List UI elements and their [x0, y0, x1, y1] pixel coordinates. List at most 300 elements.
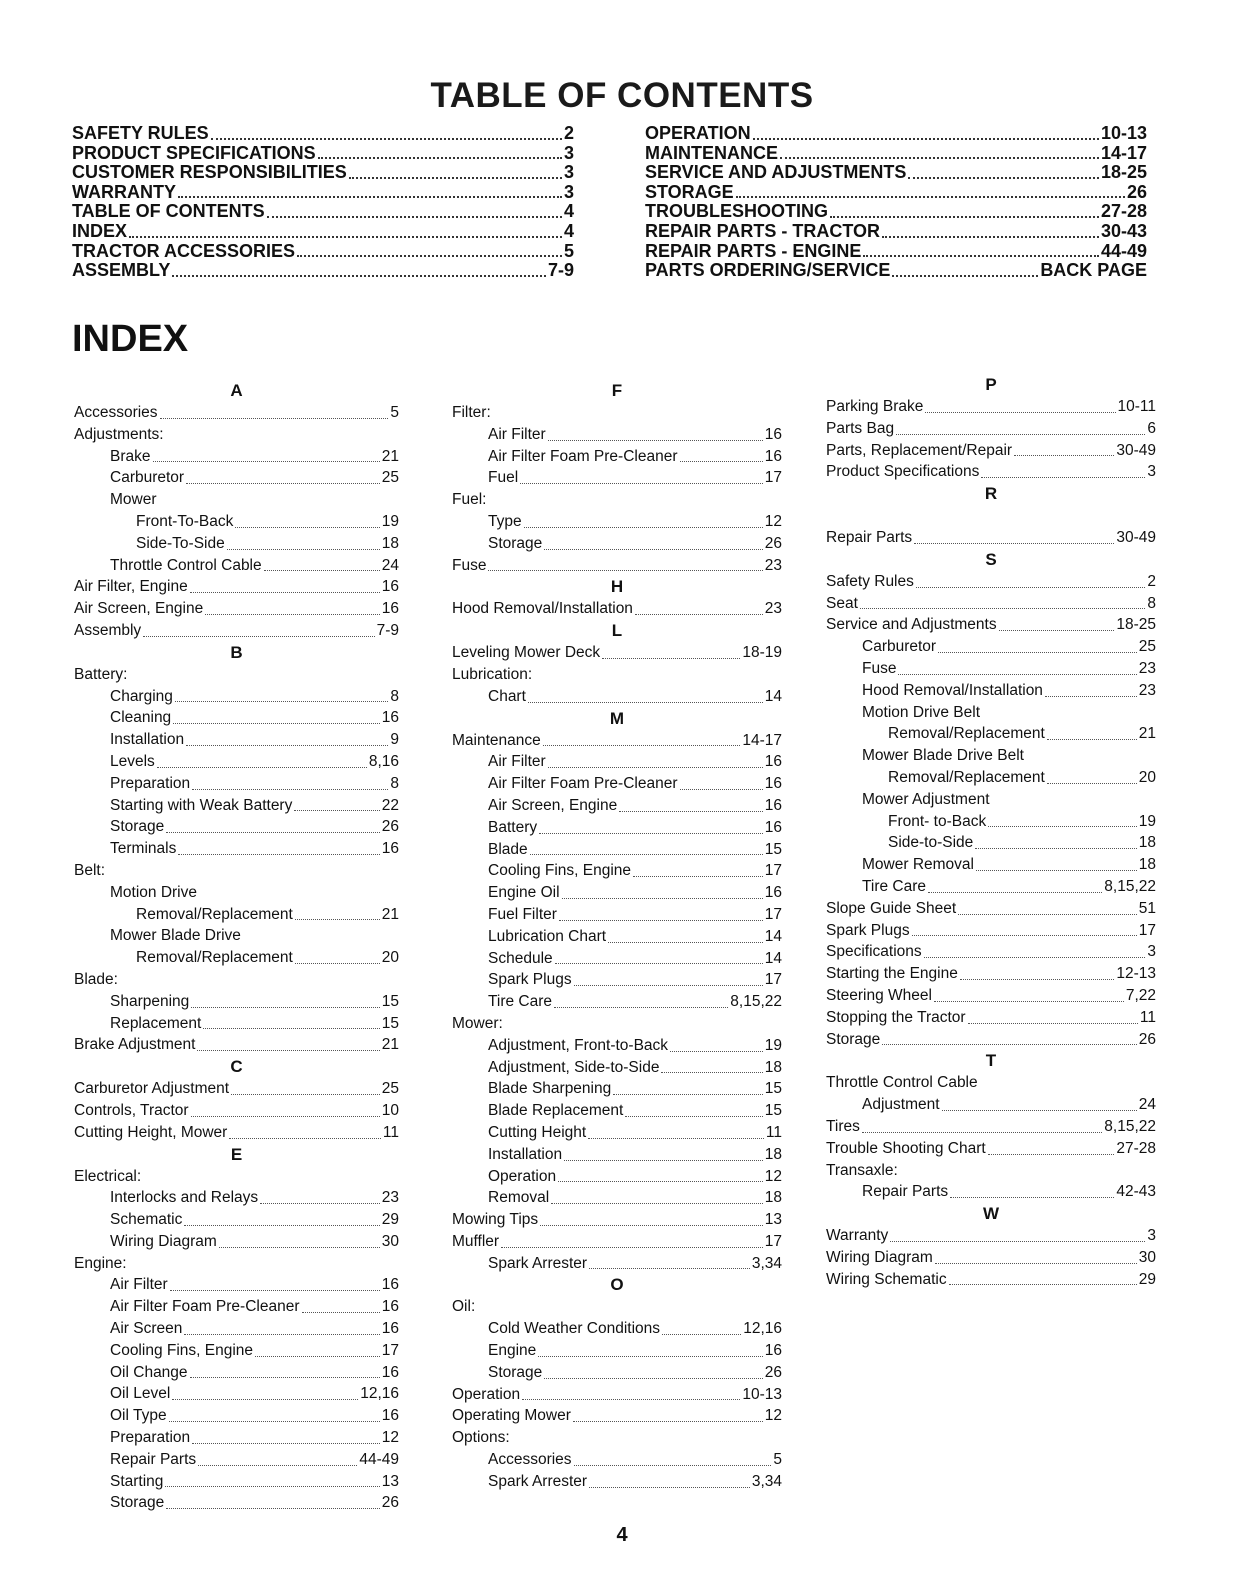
leader-dots [860, 608, 1145, 609]
index-entry-page: 26 [1138, 1030, 1156, 1048]
index-entry [826, 702, 1156, 724]
index-entry-label: Removal/Replacement [888, 725, 1045, 743]
index-entry [826, 1116, 1156, 1138]
leader-dots [530, 854, 763, 855]
index-entry-label: Trouble Shooting Chart [826, 1139, 986, 1157]
index-entry [826, 832, 1156, 854]
index-entry-page: 29 [381, 1211, 399, 1229]
index-entry-label: Fuel: [452, 491, 487, 509]
index-entry-label: Interlocks and Relays [110, 1189, 259, 1207]
leader-dots [999, 630, 1115, 631]
index-entry-label: Lubrication Chart [488, 927, 607, 945]
index-entry-label: Oil Type [110, 1407, 167, 1425]
index-entry-page: 17 [764, 469, 782, 487]
leader-dots [924, 957, 1146, 958]
index-entry-page: 8 [390, 774, 399, 792]
leader-dots [862, 1132, 1102, 1133]
index-entry-label: Assembly [74, 621, 142, 639]
index-entry [452, 1209, 782, 1231]
index-column-3 [826, 374, 1156, 1290]
leader-dots [949, 1284, 1137, 1285]
toc-entry [645, 222, 1147, 242]
index-entry-label: Repair Parts [862, 1183, 949, 1201]
index-title: INDEX [72, 318, 189, 360]
index-entry-page: 14 [764, 687, 782, 705]
index-entry-label: Removal/Replacement [136, 949, 293, 967]
index-entry [452, 424, 782, 446]
index-entry-label: Installation [110, 731, 185, 749]
leader-dots [190, 1377, 380, 1378]
index-entry [74, 1449, 399, 1471]
leader-dots [559, 920, 763, 921]
index-entry-page: 18 [764, 1189, 782, 1207]
index-entry [452, 1384, 782, 1406]
index-entry [826, 571, 1156, 593]
leader-dots [925, 412, 1115, 413]
index-entry-page: 30 [381, 1232, 399, 1250]
toc-entry-page: 3 [563, 181, 574, 202]
leader-dots [260, 1203, 380, 1204]
index-entry [74, 729, 399, 751]
index-entry-page: 26 [764, 534, 782, 552]
index-entry-page: 19 [764, 1036, 782, 1054]
index-entry-label: Options: [452, 1429, 510, 1447]
index-entry-label: Installation [488, 1145, 563, 1163]
index-section-letter: P [985, 375, 997, 394]
leader-dots [173, 723, 380, 724]
index-entry [74, 1034, 399, 1056]
index-entry-label: Leveling Mower Deck [452, 644, 601, 662]
leader-dots [863, 255, 1099, 257]
index-entry [74, 795, 399, 817]
index-entry-label: Mower Blade Drive Belt [862, 747, 1024, 765]
toc-left-column [72, 124, 574, 281]
index-entry-label: Carburetor Adjustment [74, 1080, 230, 1098]
leader-dots [916, 587, 1145, 588]
index-entry-label: Cleaning [110, 709, 172, 727]
index-entry-label: Cutting Height, Mower [74, 1123, 228, 1141]
index-entry [74, 446, 399, 468]
toc-entry-label: TROUBLESHOOTING [645, 201, 828, 222]
index-entry [826, 1072, 1156, 1094]
leader-dots [297, 255, 562, 257]
toc-entry-label: PRODUCT SPECIFICATIONS [72, 142, 316, 163]
leader-dots [544, 549, 762, 550]
index-entry-label: Stopping the Tractor [826, 1008, 966, 1026]
leader-dots [573, 1421, 763, 1422]
index-entry-page: 12,16 [743, 1320, 782, 1338]
index-entry [826, 789, 1156, 811]
index-entry-label: Oil Change [110, 1363, 188, 1381]
index-entry-label: Seat [826, 594, 858, 612]
leader-dots [830, 216, 1099, 218]
index-entry-label: Cooling Fins, Engine [488, 862, 632, 880]
index-entry-label: Accessories [488, 1451, 572, 1469]
index-entry-page: 30 [1138, 1248, 1156, 1266]
index-entry-page: 17 [764, 905, 782, 923]
index-entry-label: Fuel [488, 469, 519, 487]
toc-entry-page: 26 [1126, 181, 1147, 202]
toc-entry [72, 202, 574, 222]
index-entry [452, 839, 782, 861]
toc-entry [645, 144, 1147, 164]
index-entry [452, 1231, 782, 1253]
leader-dots [205, 614, 380, 615]
leader-dots [753, 138, 1099, 140]
index-entry-label: Air Filter Foam Pre-Cleaner [488, 447, 678, 465]
index-entry-label: Starting with Weak Battery [110, 796, 293, 814]
leader-dots [203, 1028, 379, 1029]
index-entry-page: 16 [381, 1320, 399, 1338]
index-entry-label: Air Screen, Engine [74, 600, 204, 618]
index-entry [826, 1181, 1156, 1203]
index-entry [74, 991, 399, 1013]
index-entry-label: Side-to-Side [888, 834, 974, 852]
index-entry [826, 614, 1156, 636]
index-entry [74, 1253, 399, 1275]
leader-dots [589, 1487, 750, 1488]
index-entry-page: 18-25 [1116, 616, 1156, 634]
leader-dots [1045, 696, 1137, 697]
leader-dots [157, 767, 367, 768]
index-entry-label: Brake Adjustment [74, 1036, 196, 1054]
leader-dots [736, 196, 1125, 198]
toc-entry-page: 3 [563, 162, 574, 183]
index-entry [74, 467, 399, 489]
toc-entry-page: BACK PAGE [1040, 260, 1147, 281]
index-entry-page: 14 [764, 927, 782, 945]
index-entry-page: 18 [1138, 856, 1156, 874]
index-entry-label: Mower Removal [862, 856, 974, 874]
index-entry-page: 26 [381, 818, 399, 836]
index-entry-page: 10-11 [1117, 398, 1156, 415]
index-entry-page: 8 [1147, 594, 1156, 612]
toc-right-column [645, 124, 1147, 281]
index-entry [452, 1340, 782, 1362]
index-entry [452, 1166, 782, 1188]
index-entry-label: Parking Brake [826, 398, 924, 415]
index-entry [74, 1078, 399, 1100]
index-entry-label: Cutting Height [488, 1123, 587, 1141]
index-entry [452, 1013, 782, 1035]
index-entry-label: Air Screen [110, 1320, 183, 1338]
index-entry-page: 29 [1138, 1270, 1156, 1288]
index-entry-label: Adjustment, Side-to-Side [488, 1058, 660, 1076]
index-entry [74, 816, 399, 838]
leader-dots [562, 898, 763, 899]
index-entry-label: Air Filter Foam Pre-Cleaner [110, 1298, 300, 1316]
index-entry [452, 686, 782, 708]
index-entry-page: 15 [764, 1080, 782, 1098]
leader-dots [988, 1154, 1115, 1155]
index-entry-page: 12 [381, 1429, 399, 1447]
index-entry-page: 8,15,22 [730, 993, 782, 1011]
index-entry [74, 1013, 399, 1035]
toc-entry [72, 163, 574, 183]
leader-dots [522, 1399, 740, 1400]
leader-dots [488, 570, 762, 571]
leader-dots [544, 1378, 762, 1379]
index-entry [826, 1269, 1156, 1291]
index-entry [74, 620, 399, 642]
index-entry-label: Engine: [74, 1254, 127, 1272]
index-entry-label: Engine Oil [488, 884, 560, 902]
index-entry-page: 24 [1138, 1096, 1156, 1114]
leader-dots [574, 1465, 772, 1466]
index-entry-label: Throttle Control Cable [110, 556, 262, 574]
index-entry-page: 17 [764, 1232, 782, 1250]
index-entry-label: Blade Replacement [488, 1102, 624, 1120]
index-entry-label: Storage [488, 1363, 543, 1381]
leader-dots [184, 1225, 379, 1226]
index-entry-page: 16 [381, 578, 399, 596]
leader-dots [170, 1290, 380, 1291]
index-entry-label: Operation [452, 1385, 521, 1403]
index-entry-page: 23 [381, 1189, 399, 1207]
index-entry [452, 1187, 782, 1209]
index-entry-page: 7-9 [376, 621, 399, 639]
index-entry [452, 1035, 782, 1057]
leader-dots [890, 1241, 1145, 1242]
toc-entry-page: 7-9 [547, 260, 574, 281]
leader-dots [219, 1247, 380, 1248]
index-entry-page: 16 [381, 840, 399, 858]
leader-dots [143, 636, 374, 637]
index-section-letter: A [230, 381, 243, 400]
index-entry-label: Adjustments: [74, 425, 164, 443]
leader-dots [1014, 455, 1114, 456]
toc-entry-label: OPERATION [645, 123, 751, 143]
index-entry [452, 1253, 782, 1275]
index-entry-label: Product Specifications [826, 463, 980, 481]
index-entry-page: 25 [381, 1080, 399, 1098]
leader-dots [198, 1465, 357, 1466]
leader-dots [661, 1072, 762, 1073]
leader-dots [186, 483, 380, 484]
index-entry [826, 658, 1156, 680]
index-entry [452, 511, 782, 533]
index-entry-page: 25 [1138, 638, 1156, 656]
index-entry-page: 20 [381, 949, 399, 967]
leader-dots [538, 1356, 762, 1357]
index-entry-label: Throttle Control Cable [826, 1074, 978, 1092]
leader-dots [912, 935, 1137, 936]
index-entry [452, 1471, 782, 1493]
index-entry-label: Maintenance [452, 731, 541, 749]
leader-dots [229, 1138, 381, 1139]
index-entry [74, 533, 399, 555]
index-entry-label: Belt: [74, 861, 106, 879]
index-entry [452, 817, 782, 839]
leader-dots [882, 1044, 1136, 1045]
index-entry-label: Chart [488, 687, 526, 705]
index-entry-label: Operating Mower [452, 1407, 571, 1425]
index-entry-page: 26 [764, 1363, 782, 1381]
index-entry-label: Hood Removal/Installation [452, 600, 633, 618]
index-entry [74, 1318, 399, 1340]
index-entry-page: 18 [764, 1058, 782, 1076]
index-entry-label: Engine [488, 1342, 537, 1360]
index-entry-label: Repair Parts [826, 528, 913, 546]
index-entry [452, 1057, 782, 1079]
index-entry [74, 1362, 399, 1384]
index-entry-label: Storage [110, 1494, 165, 1512]
index-entry [452, 991, 782, 1013]
index-entry-page: 11 [382, 1123, 399, 1141]
index-entry [826, 723, 1156, 745]
index-entry-label: Replacement [110, 1014, 202, 1032]
toc-entry [645, 183, 1147, 203]
index-entry-page: 8,15,22 [1104, 1117, 1156, 1135]
index-entry [452, 860, 782, 882]
index-entry [74, 1209, 399, 1231]
toc-entry-page: 14-17 [1100, 142, 1147, 163]
index-entry-page: 14 [764, 949, 782, 967]
index-entry-page: 8 [390, 687, 399, 705]
leader-dots [178, 854, 379, 855]
index-entry-page: 21 [381, 905, 399, 923]
index-entry [826, 941, 1156, 963]
index-entry-label: Starting the Engine [826, 965, 958, 983]
index-entry [452, 882, 782, 904]
index-entry-page: 3 [1147, 1227, 1156, 1245]
index-entry [452, 489, 782, 511]
index-section-letter: B [230, 642, 243, 662]
index-entry-label: Air Filter [110, 1276, 168, 1294]
index-entry-label: Preparation [110, 774, 191, 792]
index-entry [826, 636, 1156, 658]
index-entry [826, 811, 1156, 833]
index-entry [452, 1449, 782, 1471]
index-entry-page: 12 [764, 1407, 782, 1425]
leader-dots [554, 1007, 728, 1008]
leader-dots [574, 985, 763, 986]
leader-dots [160, 418, 389, 419]
index-entry-label: Charging [110, 687, 173, 705]
index-entry [74, 1187, 399, 1209]
index-entry-page: 18 [764, 1145, 782, 1163]
index-entry [452, 1078, 782, 1100]
leader-dots [501, 1247, 763, 1248]
leader-dots [608, 942, 763, 943]
index-entry-label: Removal/Replacement [888, 768, 1045, 786]
toc-entry-page: 27-28 [1100, 201, 1147, 222]
index-entry [826, 527, 1156, 549]
toc-entry [72, 144, 574, 164]
index-entry [826, 1225, 1156, 1247]
index-entry-label: Air Filter Foam Pre-Cleaner [488, 775, 678, 793]
leader-dots [588, 1138, 764, 1139]
toc-entry [645, 124, 1147, 144]
leader-dots [934, 1001, 1124, 1002]
index-entry-page: 23 [764, 556, 782, 574]
leader-dots [318, 157, 562, 159]
toc-entry-label: WARRANTY [72, 181, 176, 202]
index-entry-label: Operation [488, 1167, 557, 1185]
index-column-1 [74, 380, 399, 1514]
leader-dots [548, 767, 763, 768]
index-entry-page: 17 [764, 971, 782, 989]
leader-dots [267, 216, 562, 218]
leader-dots [540, 1225, 763, 1226]
index-entry-label: Air Filter [488, 753, 546, 771]
toc-entry-label: SERVICE AND ADJUSTMENTS [645, 162, 907, 183]
index-entry-label: Parts, Replacement/Repair [826, 441, 1013, 459]
toc-entry-label: INDEX [72, 220, 128, 241]
index-entry [826, 1138, 1156, 1160]
spacer [826, 505, 1156, 527]
index-entry [74, 969, 399, 991]
leader-dots [186, 745, 388, 746]
index-entry-label: Lubrication: [452, 665, 533, 683]
index-entry-page: 16 [764, 1342, 782, 1360]
index-entry-label: Blade: [74, 970, 118, 988]
index-entry-page: 25 [381, 469, 399, 487]
index-entry [74, 1471, 399, 1493]
toc-title: TABLE OF CONTENTS [430, 76, 814, 115]
index-entry-label: Sharpening [110, 992, 190, 1010]
leader-dots [960, 979, 1115, 980]
index-entry-page: 18-19 [742, 644, 782, 662]
index-entry-page: 16 [764, 425, 782, 443]
toc-entry-label: CUSTOMER RESPONSIBILITIES [72, 162, 347, 183]
index-entry [826, 767, 1156, 789]
index-entry [452, 533, 782, 555]
index-entry-page: 2 [1147, 572, 1156, 590]
index-entry-page: 16 [381, 709, 399, 727]
index-entry [74, 489, 399, 511]
toc-entry [645, 242, 1147, 262]
index-entry [74, 947, 399, 969]
index-section-letter: W [982, 1204, 1000, 1224]
index-entry-label: Terminals [110, 840, 177, 858]
index-entry [74, 1166, 399, 1188]
toc-entry-page: 44-49 [1100, 240, 1147, 261]
index-entry [74, 707, 399, 729]
index-entry-page: 18 [381, 534, 399, 552]
index-entry-page: 44-49 [359, 1450, 399, 1468]
index-entry-page: 5 [390, 404, 399, 421]
leader-dots [1047, 739, 1137, 740]
index-entry-label: Brake [110, 447, 151, 465]
index-entry-page: 15 [764, 1102, 782, 1120]
index-entry [452, 446, 782, 468]
index-entry [452, 730, 782, 752]
index-entry [74, 1340, 399, 1362]
index-entry-label: Storage [826, 1030, 881, 1048]
index-entry [74, 1427, 399, 1449]
leader-dots [153, 461, 380, 462]
index-entry-label: Schematic [110, 1211, 183, 1229]
index-entry [74, 598, 399, 620]
index-entry-label: Service and Adjustments [826, 616, 997, 634]
leader-dots [908, 177, 1099, 179]
index-entry-label: Adjustment, Front-to-Back [488, 1036, 669, 1054]
leader-dots [914, 543, 1114, 544]
leader-dots [184, 1334, 379, 1335]
leader-dots [898, 674, 1136, 675]
toc-entry [645, 163, 1147, 183]
index-entry-page: 13 [381, 1472, 399, 1490]
index-entry-page: 17 [764, 862, 782, 880]
index-entry-label: Storage [488, 534, 543, 552]
index-entry-label: Spark Plugs [826, 921, 910, 939]
leader-dots [302, 1312, 380, 1313]
leader-dots [935, 1263, 1137, 1264]
leader-dots [892, 275, 1038, 277]
leader-dots [192, 789, 388, 790]
index-entry-page: 19 [1138, 812, 1156, 830]
